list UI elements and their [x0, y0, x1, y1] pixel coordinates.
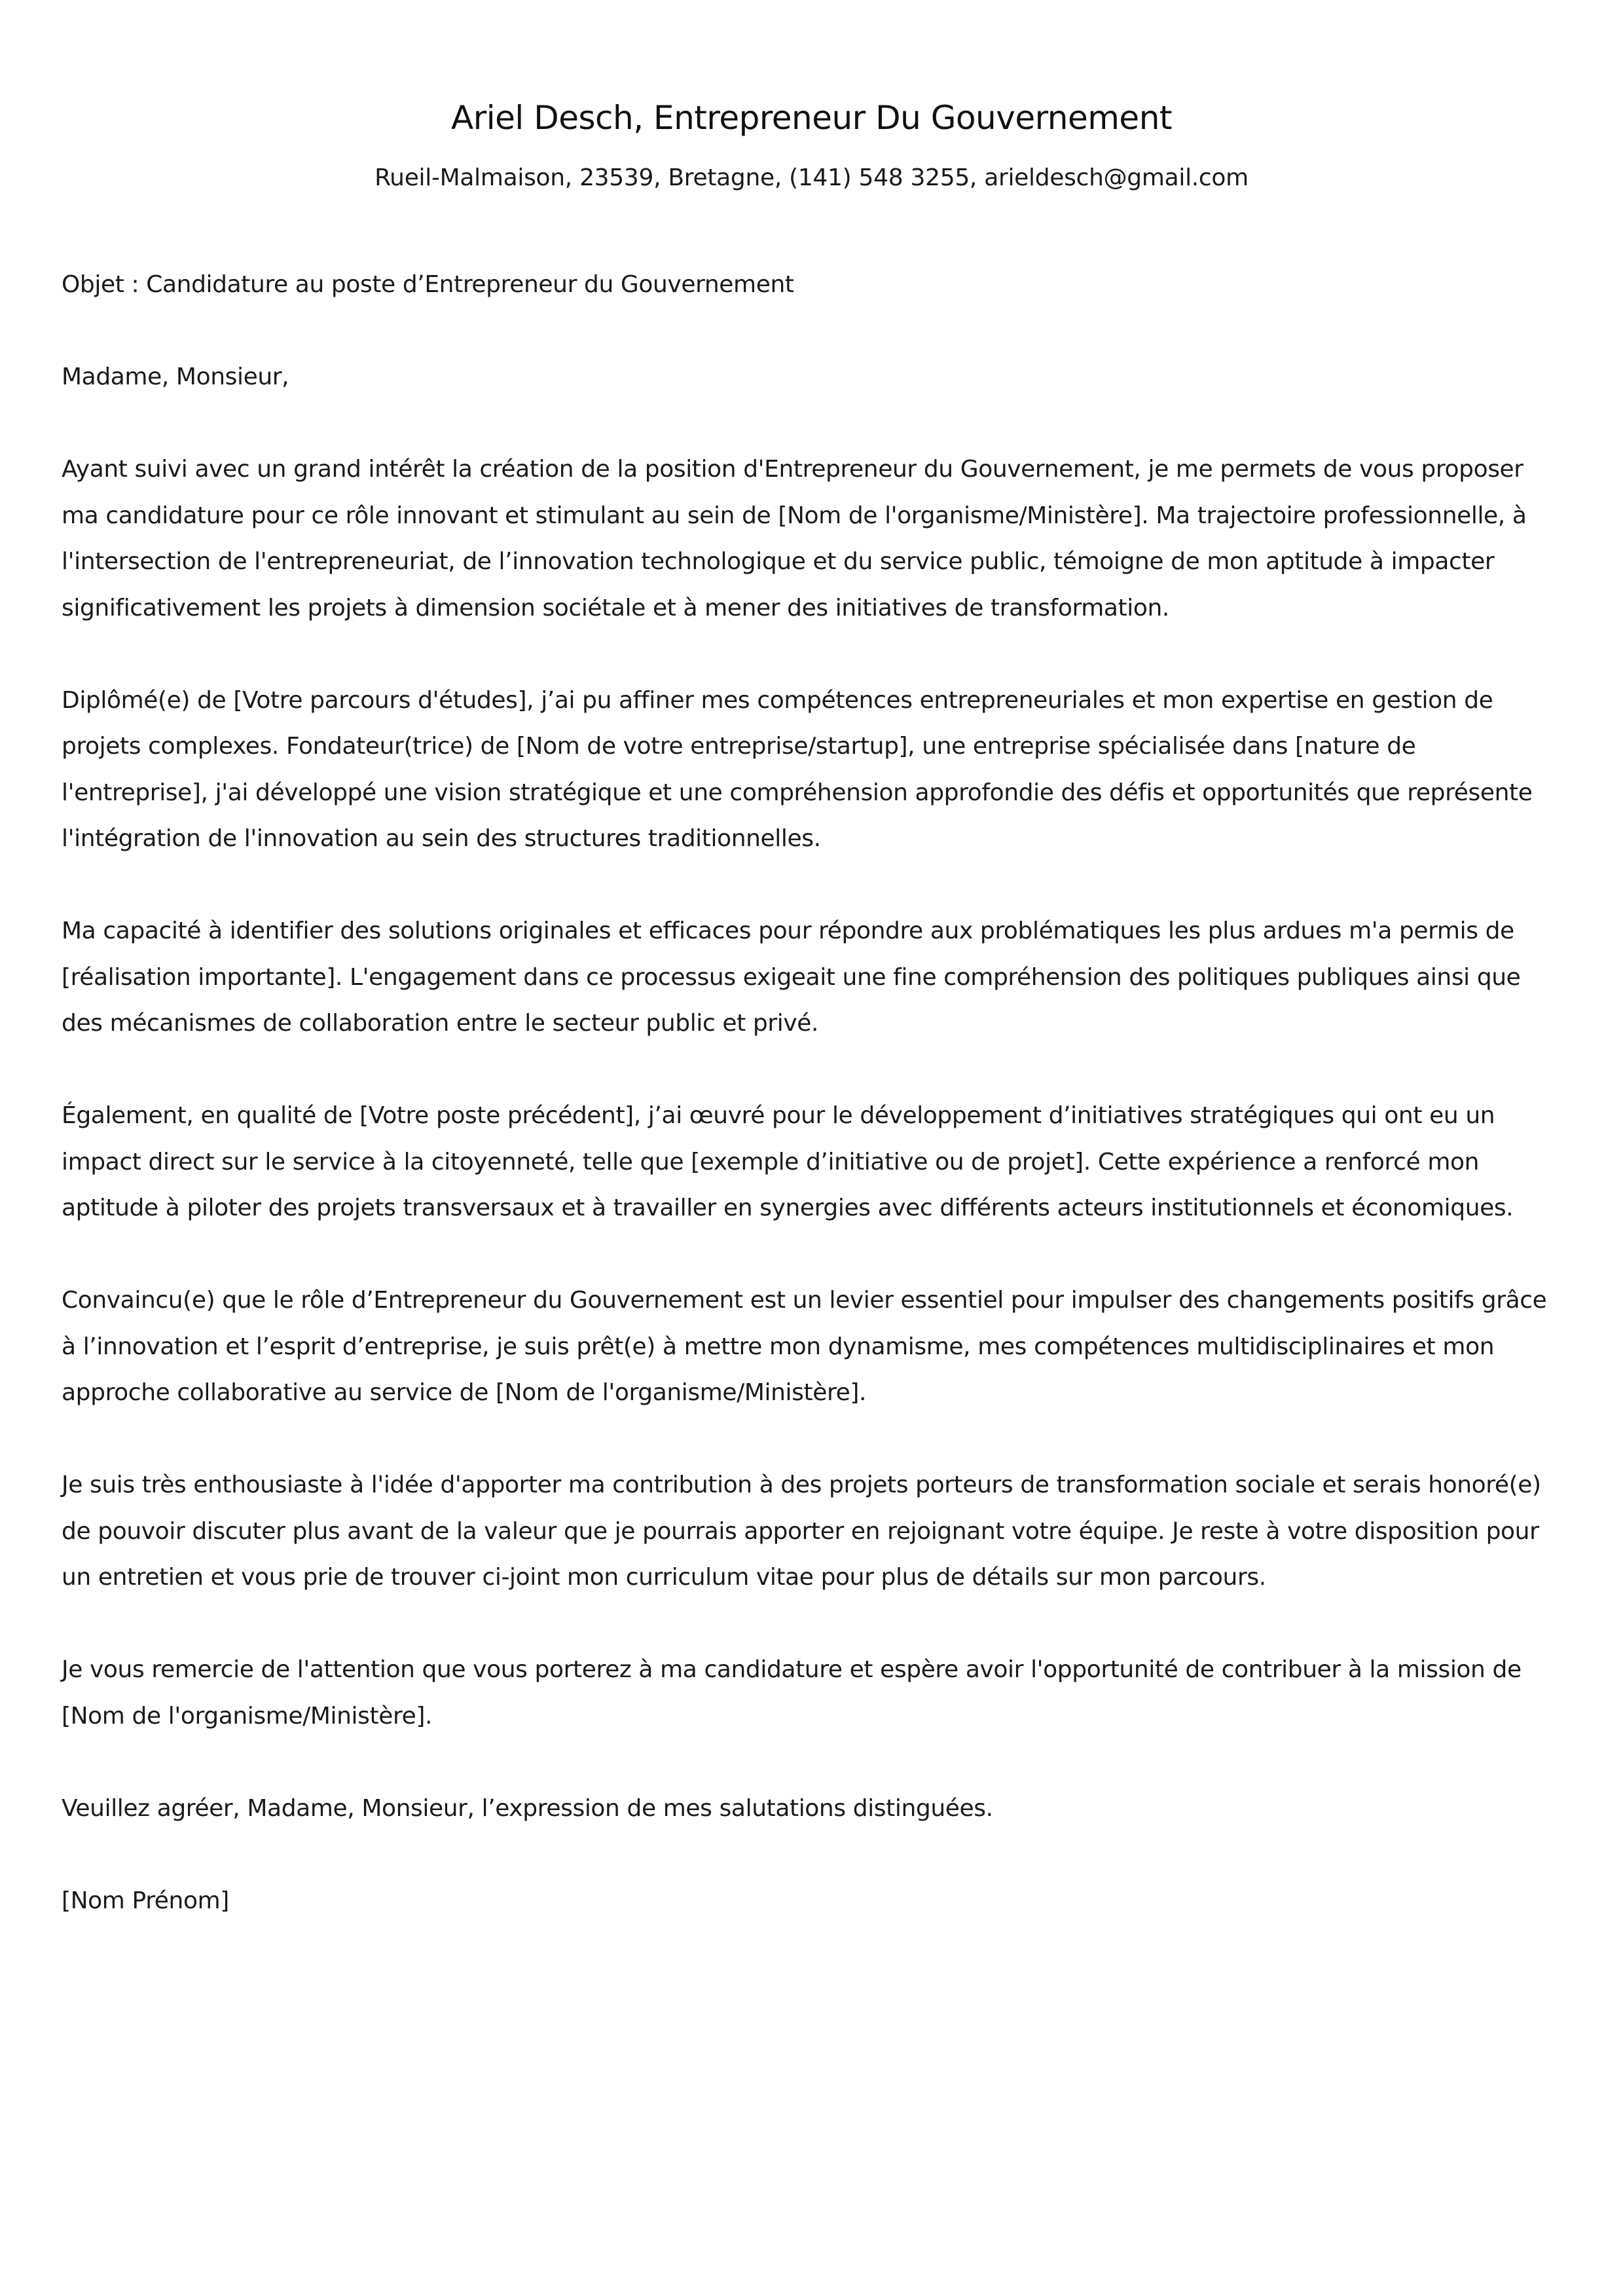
body-paragraph: Je vous remercie de l'attention que vous porterez à ma candidature et espère avoir l'opportunité de contribuer à la mission de [Nom de l'organisme/Ministère].: [62, 1656, 1522, 1730]
contact-line: Rueil-Malmaison, 23539, Bretagne, (141) 548 3255, arieldesch@gmail.com: [374, 164, 1249, 191]
body-paragraph: Diplômé(e) de [Votre parcours d'études], j’ai pu affiner mes compétences entrepreneuriales et mon expertise en gestion de projets complexes. Fondateur(trice) de [Nom de votre entreprise/startup], une entreprise spécialisée dans [nature de l'entreprise], j'ai développé une vision stratégique et une compréhension approfondie des défis et opportunités que représente l'intégration de l'innovation au sein des structures traditionnelles.: [62, 686, 1533, 852]
body-paragraph: Également, en qualité de [Votre poste précédent], j’ai œuvré pour le développement d’initiatives stratégiques qui ont eu un impact direct sur le service à la citoyenneté, telle que [exemple d’initiative ou de projet]. Cette expérience a renforcé mon aptitude à piloter des projets transversaux et à travailler en synergies avec différents acteurs institutionnels et économiques.: [62, 1102, 1514, 1221]
body-paragraph: Convaincu(e) que le rôle d’Entrepreneur du Gouvernement est un levier essentiel pour impulser des changements positifs grâce à l’innovation et l’esprit d’entreprise, je suis prêt(e) à mettre mon dynamisme, mes compétences multidisciplinaires et mon approche collaborative au service de [Nom de l'organisme/Ministère].: [62, 1287, 1547, 1406]
closing-line: Veuillez agréer, Madame, Monsieur, l’expression de mes salutations distinguées.: [62, 1794, 993, 1822]
subject-line: Objet : Candidature au poste d’Entrepreneur du Gouvernement: [62, 271, 794, 298]
letter-body: [62, 262, 1561, 1924]
signature: [Nom Prénom]: [62, 1887, 229, 1914]
body-paragraph: Je suis très enthousiaste à l'idée d'apporter ma contribution à des projets porteurs de transformation sociale et serais honoré(e) de pouvoir discuter plus avant de la valeur que je pourrais apporter en rejoignant votre équipe. Je reste à votre disposition pour un entretien et vous prie de trouver ci-joint mon curriculum vitae pour plus de détails sur mon parcours.: [62, 1472, 1541, 1591]
salutation: Madame, Monsieur,: [62, 363, 289, 390]
letter-header: [62, 92, 1561, 198]
page-title: Ariel Desch, Entrepreneur Du Gouvernement: [451, 99, 1172, 137]
body-paragraph: Ma capacité à identifier des solutions originales et efficaces pour répondre aux problématiques les plus ardues m'a permis de [réalisation importante]. L'engagement dans ce processus exigeait une fine compréhension des politiques publiques ainsi que des mécanismes de collaboration entre le secteur public et privé.: [62, 917, 1521, 1037]
body-paragraph: Ayant suivi avec un grand intérêt la création de la position d'Entrepreneur du Gouvernement, je me permets de vous proposer ma candidature pour ce rôle innovant et stimulant au sein de [Nom de l'organisme/Ministère]. Ma trajectoire professionnelle, à l'intersection de l'entrepreneuriat, de l’innovation technologique et du service public, témoigne de mon aptitude à impacter significativement les projets à dimension sociétale et à mener des initiatives de transformation.: [62, 456, 1527, 621]
